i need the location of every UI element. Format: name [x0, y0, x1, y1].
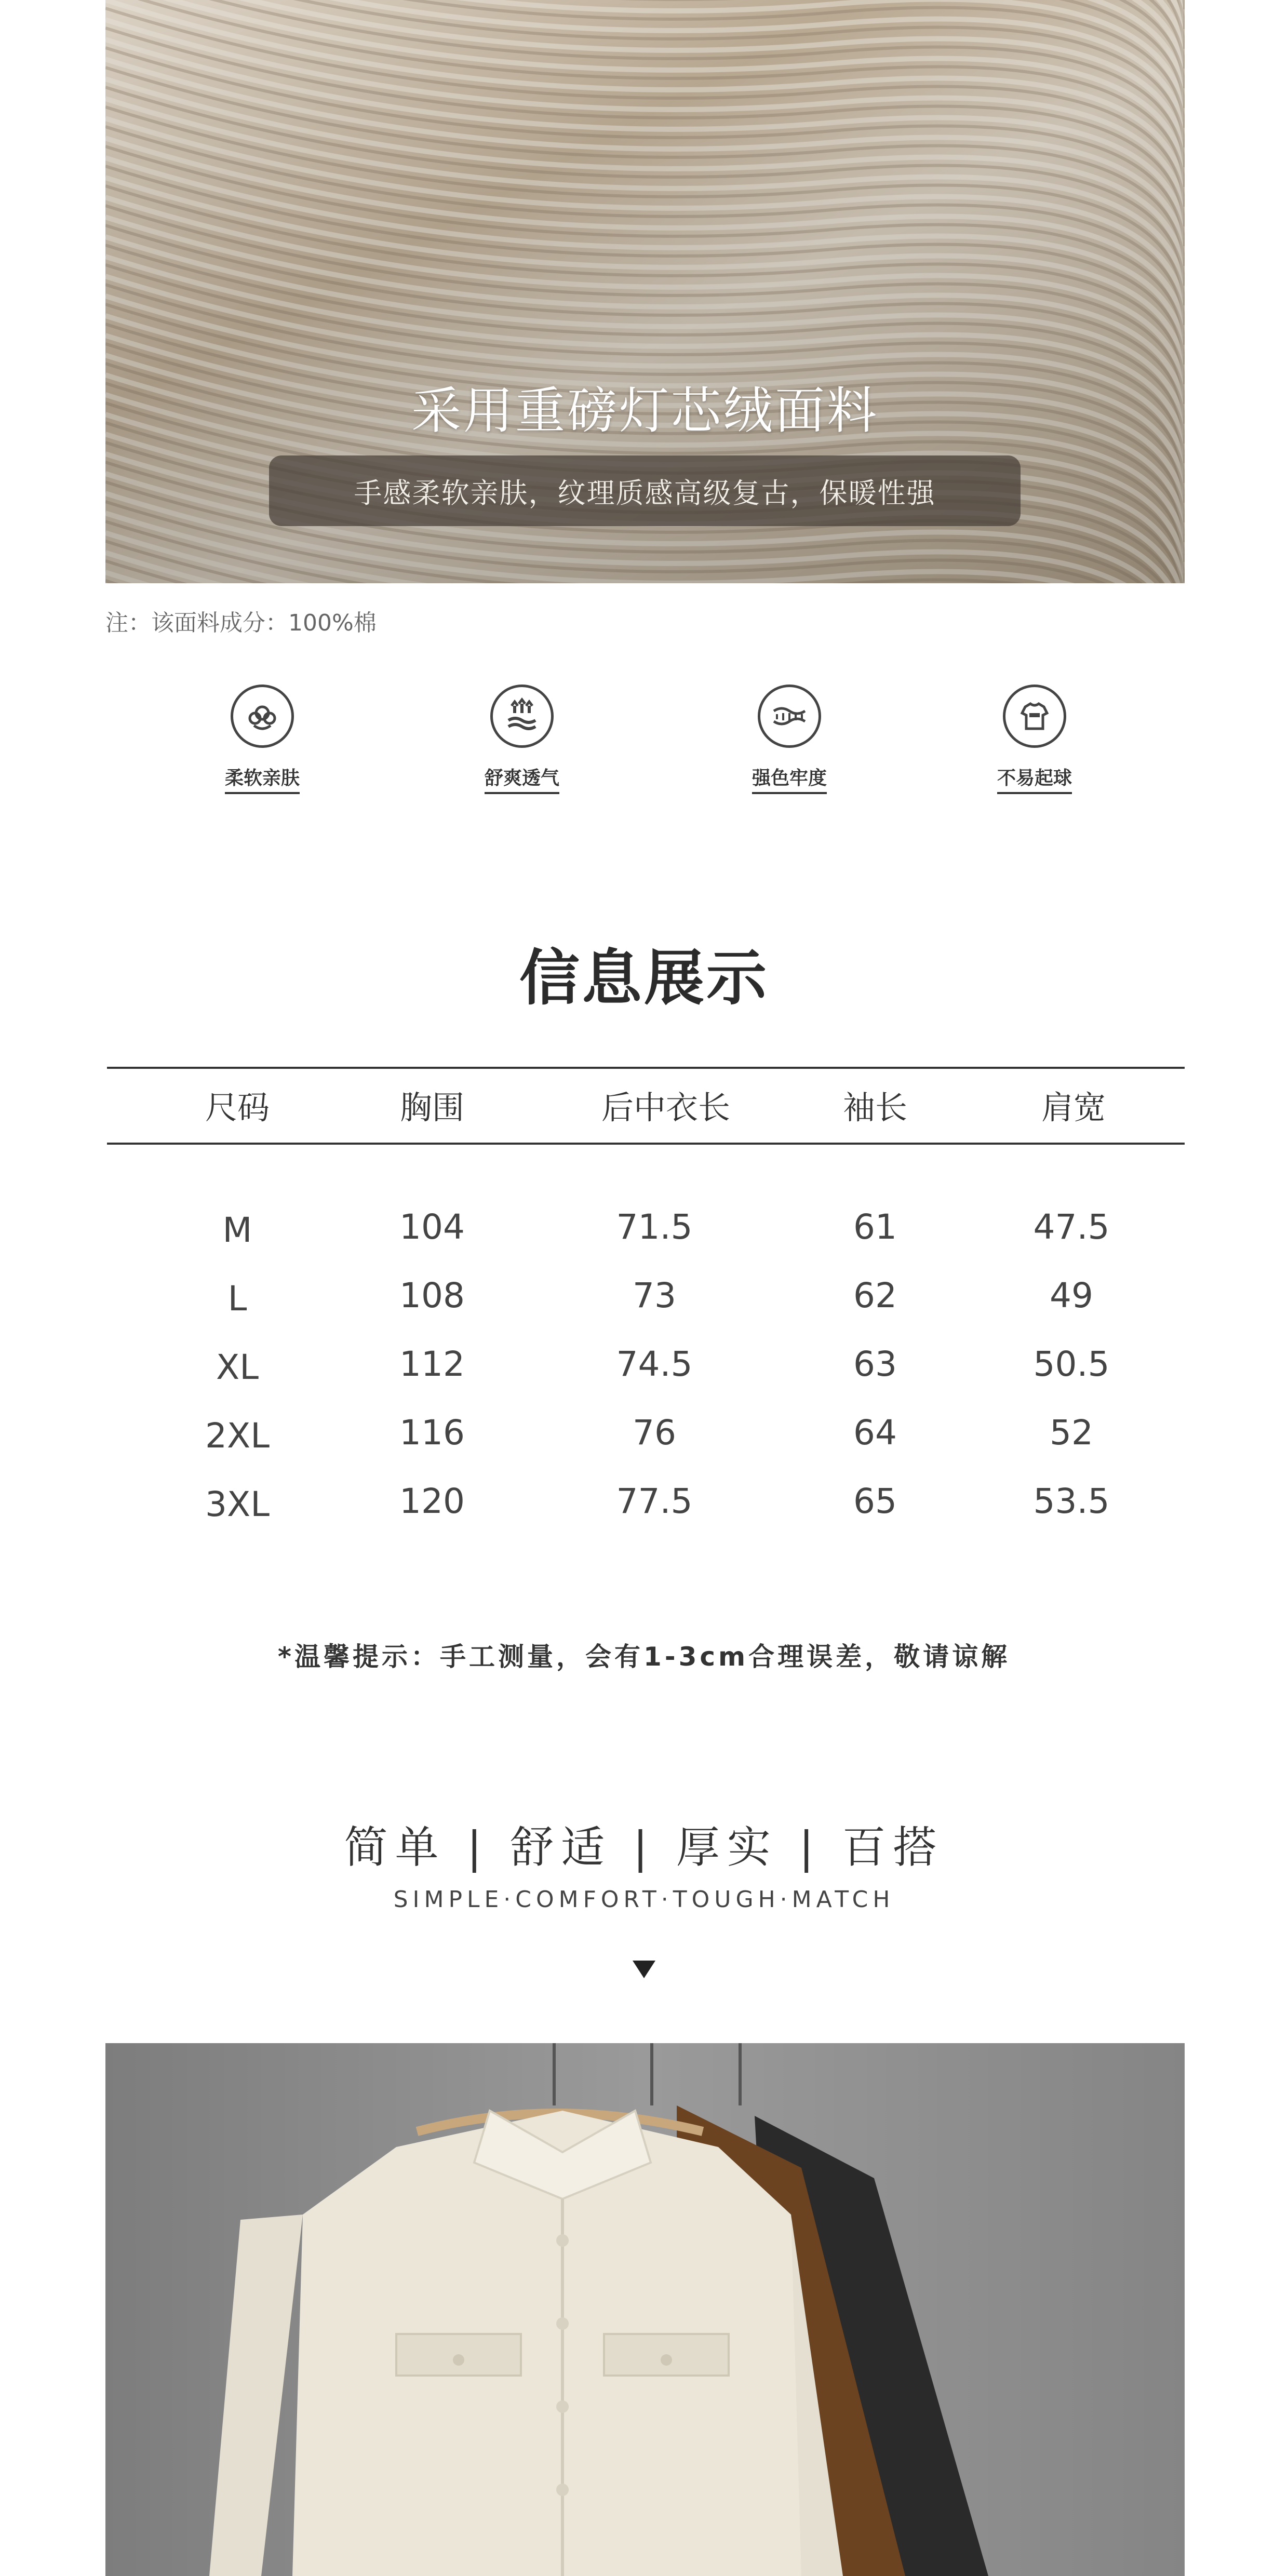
table-cell: 112 [399, 1344, 465, 1384]
feature-breathable [444, 685, 600, 809]
table-cell: 71.5 [616, 1207, 693, 1247]
anti-pilling-icon [1003, 685, 1066, 748]
hero-title: 采用重磅灯芯绒面料 [411, 382, 879, 440]
table-cell: 65 [853, 1481, 897, 1521]
cotton-icon [231, 685, 294, 748]
header-shoulder: 肩宽 [1041, 1089, 1106, 1126]
feature-anti-pilling [957, 685, 1112, 809]
feature-color-fastness [712, 685, 867, 809]
hero-subtitle: 手感柔软亲肤，纹理质感高级复古，保暖性强 [354, 476, 936, 509]
down-arrow-icon [633, 1961, 655, 1978]
fabric-composition-note: 注：该面料成分：100%棉 [105, 610, 377, 636]
feature-label: 不易起球 [997, 763, 1072, 794]
table-cell: 50.5 [1033, 1344, 1110, 1384]
table-cell: M [222, 1210, 252, 1250]
table-cell: 49 [1050, 1276, 1093, 1316]
table-cell: 76 [633, 1413, 676, 1453]
breathable-icon [490, 685, 554, 748]
table-cell: 61 [853, 1207, 897, 1247]
table-header-rule [107, 1143, 1185, 1145]
table-cell: 62 [853, 1276, 897, 1316]
info-section-title: 信息展示 [519, 943, 769, 1013]
table-cell: 104 [399, 1207, 465, 1247]
shirts-illustration [105, 2043, 1185, 2576]
table-cell: 63 [853, 1344, 897, 1384]
table-cell: 3XL [205, 1484, 270, 1524]
feature-label: 强色牢度 [752, 763, 827, 794]
shirts-photo [105, 2043, 1185, 2576]
table-cell: 64 [853, 1413, 897, 1453]
feature-label: 舒爽透气 [485, 763, 559, 794]
table-cell: 47.5 [1033, 1207, 1110, 1247]
hero-subtitle-pill [269, 455, 1021, 526]
color-fastness-icon [758, 685, 821, 748]
table-cell: 116 [399, 1413, 465, 1453]
table-cell: L [227, 1279, 247, 1319]
fabric-hero-image [105, 0, 1185, 583]
slogan-chinese: 简单 | 舒适 | 厚实 | 百搭 [344, 1822, 944, 1873]
table-top-rule [107, 1067, 1185, 1069]
feature-label: 柔软亲肤 [225, 763, 300, 794]
table-cell: 77.5 [616, 1481, 693, 1521]
table-cell: 52 [1050, 1413, 1093, 1453]
slogan-english: SIMPLE·COMFORT·TOUGH·MATCH [393, 1886, 895, 1913]
table-cell: 53.5 [1033, 1481, 1110, 1521]
header-length: 后中衣长 [601, 1089, 730, 1126]
table-cell: 74.5 [616, 1344, 693, 1384]
table-cell: 2XL [205, 1416, 270, 1456]
feature-soft [184, 685, 340, 809]
header-size: 尺码 [205, 1089, 270, 1126]
table-cell: 73 [633, 1276, 676, 1316]
table-cell: XL [216, 1347, 259, 1387]
table-cell: 120 [399, 1481, 465, 1521]
measurement-tip: *温馨提示：手工测量，会有1-3cm合理误差，敬请谅解 [277, 1642, 1011, 1672]
table-cell: 108 [399, 1276, 465, 1316]
header-chest: 胸围 [399, 1089, 464, 1126]
header-sleeve: 袖长 [842, 1089, 907, 1126]
